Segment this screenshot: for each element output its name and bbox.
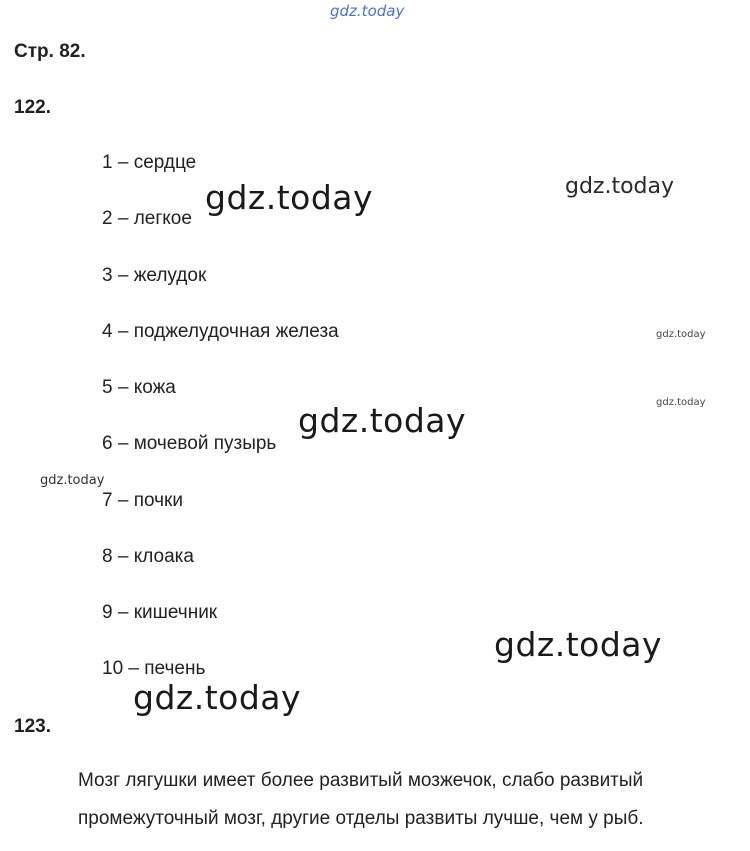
- watermark: gdz.today: [656, 397, 706, 408]
- list-item: 4 – поджелудочная железа: [102, 321, 339, 342]
- paragraph-line: промежуточный мозг, другие отделы развиты лучше, чем у рыб.: [78, 808, 644, 829]
- watermark: gdz.today: [565, 174, 675, 199]
- watermark: gdz.today: [133, 678, 302, 717]
- watermark: gdz.today: [298, 401, 467, 440]
- watermark: gdz.today: [494, 625, 663, 664]
- list-item: 6 – мочевой пузырь: [102, 433, 277, 454]
- watermark: gdz.today: [40, 473, 105, 488]
- watermark: gdz.today: [205, 178, 374, 217]
- watermark: gdz.today: [656, 329, 706, 340]
- list-item: 3 – желудок: [102, 265, 207, 286]
- list-item: 2 – легкое: [102, 208, 192, 229]
- list-item: 1 – сердце: [102, 152, 197, 173]
- list-item: 10 – печень: [102, 658, 206, 679]
- list-item: 5 – кожа: [102, 377, 176, 398]
- task-number-122: 122.: [14, 97, 51, 118]
- paragraph-line: Мозг лягушки имеет более развитый мозжечок, слабо развитый: [78, 770, 644, 791]
- list-item: 8 – клоака: [102, 546, 194, 567]
- list-item: 7 – почки: [102, 490, 183, 511]
- list-item: 9 – кишечник: [102, 602, 218, 623]
- watermark: gdz.today: [330, 2, 405, 20]
- task-number-123: 123.: [14, 716, 51, 737]
- page-label: Стр. 82.: [14, 41, 86, 62]
